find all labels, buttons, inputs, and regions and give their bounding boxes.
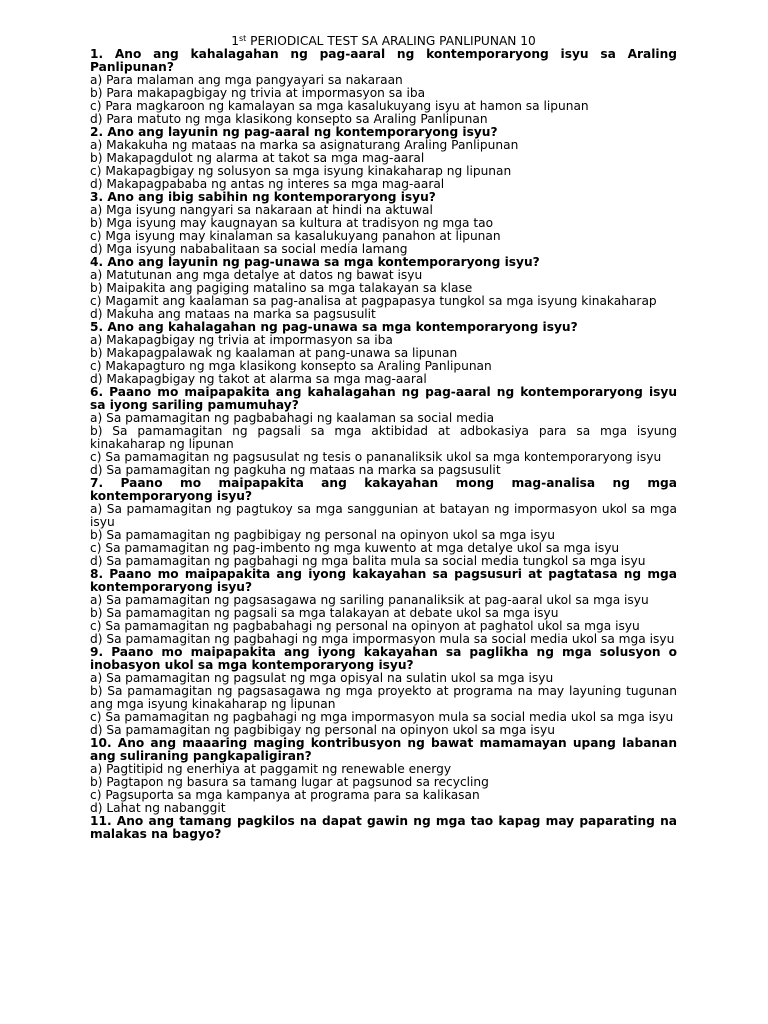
answer-choice: c) Magamit ang kaalaman sa pag-analisa at pagpapasya tungkol sa mga isyung kinakaharap — [90, 294, 657, 308]
answer-choice: a) Sa pamamagitan ng pagtukoy sa mga sanggunian at batayan ng impormasyon ukol sa mga isyu — [90, 502, 677, 529]
question-block — [90, 48, 677, 126]
answer-choice: d) Sa pamamagitan ng pagbahagi ng mga impormasyon mula sa social media ukol sa mga isyu — [90, 632, 675, 646]
answer-choice: b) Makapagdulot ng alarma at takot sa mga mag-aaral — [90, 151, 425, 165]
question-text: 11. Ano ang tamang pagkilos na dapat gawin ng mga tao kapag may paparating na malakas na bagyo? — [90, 814, 677, 841]
answer-choice: b) Sa pamamagitan ng pagbibigay ng personal na opinyon ukol sa mga isyu — [90, 528, 555, 542]
answer-choice: c) Sa pamamagitan ng pag-imbento ng mga kuwento at mga detalye ukol sa mga isyu — [90, 541, 620, 555]
question-text: 1. Ano ang kahalagahan ng pag-aaral ng kontemporaryong isyu sa Araling Panlipunan? — [90, 47, 677, 74]
answer-choice: b) Pagtapon ng basura sa tamang lugar at pagsunod sa recycling — [90, 775, 489, 789]
answer-choice: c) Pagsuporta sa mga kampanya at programa para sa kalikasan — [90, 788, 480, 802]
answer-choice: a) Sa pamamagitan ng pagsasagawa ng sariling pananaliksik at pag-aaral ukol sa mga isyu — [90, 593, 649, 607]
answer-choice: a) Pagtitipid ng enerhiya at paggamit ng renewable energy — [90, 762, 452, 776]
answer-choice: d) Lahat ng nabanggit — [90, 801, 226, 815]
answer-choice: c) Sa pamamagitan ng pagbabahagi ng personal na opinyon at paghatol ukol sa mga isyu — [90, 619, 640, 633]
question-text: 2. Ano ang layunin ng pag-aaral ng kontemporaryong isyu? — [90, 125, 498, 139]
question-block — [90, 321, 677, 386]
answer-choice: a) Sa pamamagitan ng pagbabahagi ng kaalaman sa social media — [90, 411, 495, 425]
question-text: 10. Ano ang maaaring maging kontribusyon ng bawat mamamayan upang labanan ang suliraning pangkapaligiran? — [90, 736, 677, 763]
answer-choice: b) Sa pamamagitan ng pagsali sa mga aktibidad at adbokasiya para sa mga isyung kinakaharap ng lipunan — [90, 424, 677, 451]
answer-choice: d) Sa pamamagitan ng pagkuha ng mataas na marka sa pagsusulit — [90, 463, 501, 477]
answer-choice: c) Para magkaroon ng kamalayan sa mga kasalukuyang isyu at hamon sa lipunan — [90, 99, 589, 113]
answer-choice: b) Mga isyung may kaugnayan sa kultura at tradisyon ng mga tao — [90, 216, 494, 230]
answer-choice: a) Sa pamamagitan ng pagsulat ng mga opisyal na sulatin ukol sa mga isyu — [90, 671, 554, 685]
question-block — [90, 737, 677, 815]
question-block — [90, 126, 677, 191]
answer-choice: a) Mga isyung nangyari sa nakaraan at hindi na aktuwal — [90, 203, 433, 217]
title-ordinal: 1 — [231, 34, 239, 48]
question-text: 8. Paano mo maipapakita ang iyong kakayahan sa pagsusuri at pagtatasa ng mga kontemporaryong isyu? — [90, 567, 677, 594]
question-list — [90, 48, 677, 841]
answer-choice: d) Makapagbigay ng takot at alarma sa mga mag-aaral — [90, 372, 427, 386]
answer-choice: b) Sa pamamagitan ng pagsasagawa ng mga proyekto at programa na may layuning tugunan ang mga isyung kinakaharap ng lipunan — [90, 684, 677, 711]
question-block — [90, 477, 677, 568]
answer-choice: d) Makapagpababa ng antas ng interes sa mga mag-aaral — [90, 177, 445, 191]
answer-choice: c) Makapagturo ng mga klasikong konsepto sa Araling Panlipunan — [90, 359, 492, 373]
answer-choice: a) Para malaman ang mga pangyayari sa nakaraan — [90, 73, 403, 87]
page-title — [90, 34, 677, 48]
answer-choice: c) Sa pamamagitan ng pagbahagi ng mga impormasyon mula sa social media ukol sa mga isyu — [90, 710, 674, 724]
title-superscript: st — [238, 34, 247, 43]
answer-choice: b) Sa pamamagitan ng pagsali sa mga talakayan at debate ukol sa mga isyu — [90, 606, 559, 620]
answer-choice: a) Matutunan ang mga detalye at datos ng bawat isyu — [90, 268, 423, 282]
question-block — [90, 191, 677, 256]
title-text: PERIODICAL TEST SA ARALING PANLIPUNAN 10 — [246, 34, 536, 48]
answer-choice: b) Makapagpalawak ng kaalaman at pang-unawa sa lipunan — [90, 346, 458, 360]
test-page — [90, 34, 677, 841]
answer-choice: d) Para matuto ng mga klasikong konsepto sa Araling Panlipunan — [90, 112, 488, 126]
question-text: 7. Paano mo maipapakita ang kakayahan mong mag-analisa ng mga kontemporaryong isyu? — [90, 476, 677, 503]
question-text: 9. Paano mo maipapakita ang iyong kakayahan sa paglikha ng mga solusyon o inobasyon ukol sa mga kontemporaryong isyu? — [90, 645, 677, 672]
answer-choice: a) Makapagbigay ng trivia at impormasyon sa iba — [90, 333, 393, 347]
question-block — [90, 568, 677, 646]
answer-choice: d) Sa pamamagitan ng pagbibigay ng personal na opinyon ukol sa mga isyu — [90, 723, 555, 737]
answer-choice: c) Makapagbigay ng solusyon sa mga isyung kinakaharap ng lipunan — [90, 164, 512, 178]
answer-choice: c) Sa pamamagitan ng pagsusulat ng tesis o pananaliksik ukol sa mga kontemporaryong isyu — [90, 450, 662, 464]
answer-choice: b) Maipakita ang pagiging matalino sa mga talakayan sa klase — [90, 281, 473, 295]
question-block — [90, 815, 677, 841]
question-text: 5. Ano ang kahalagahan ng pag-unawa sa mga kontemporaryong isyu? — [90, 320, 578, 334]
answer-choice: d) Sa pamamagitan ng pagbahagi ng mga balita mula sa social media tungkol sa mga isyu — [90, 554, 646, 568]
answer-choice: d) Mga isyung nababalitaan sa social media lamang — [90, 242, 408, 256]
question-block — [90, 386, 677, 477]
question-text: 3. Ano ang ibig sabihin ng kontemporaryong isyu? — [90, 190, 436, 204]
answer-choice: c) Mga isyung may kinalaman sa kasalukuyang panahon at lipunan — [90, 229, 501, 243]
question-text: 4. Ano ang layunin ng pag-unawa sa mga kontemporaryong isyu? — [90, 255, 540, 269]
question-block — [90, 646, 677, 737]
answer-choice: d) Makuha ang mataas na marka sa pagsusulit — [90, 307, 376, 321]
question-block — [90, 256, 677, 321]
answer-choice: b) Para makapagbigay ng trivia at impormasyon sa iba — [90, 86, 426, 100]
question-text: 6. Paano mo maipapakita ang kahalagahan ng pag-aaral ng kontemporaryong isyu sa iyong sariling pamumuhay? — [90, 385, 677, 412]
answer-choice: a) Makakuha ng mataas na marka sa asignaturang Araling Panlipunan — [90, 138, 519, 152]
